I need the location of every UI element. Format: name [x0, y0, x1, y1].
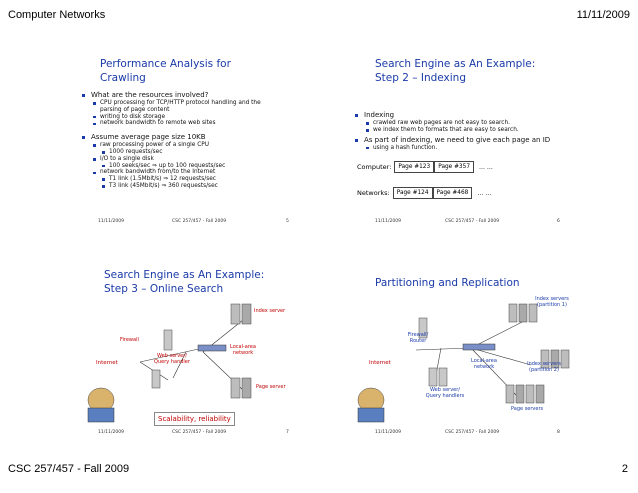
- slide-date: 11/11/2009: [98, 219, 124, 224]
- slide-course: CSC 257/457 - Fall 2009: [445, 219, 500, 224]
- local-area-label: Local-area network: [230, 344, 256, 356]
- sub-bullet: network bandwidth from/to the Internet: [82, 169, 310, 176]
- bullet: Assume average page size 10KB: [82, 133, 310, 142]
- slide-title: Search Engine as An Example: Step 3 – Online Search: [104, 269, 265, 295]
- page-id-cell: Page #123: [394, 161, 434, 173]
- header-date: 11/11/2009: [576, 9, 630, 21]
- index-servers-1-label: Index servers (partition 1): [535, 296, 569, 308]
- bullet: What are the resources involved?: [82, 91, 310, 100]
- ellipsis: … …: [479, 163, 493, 171]
- sub-bullet: using a hash function.: [355, 145, 581, 152]
- page-servers-label: Page servers: [511, 406, 544, 412]
- page-id-cell: Page #357: [434, 161, 474, 173]
- header-left: Computer Networks: [8, 9, 106, 21]
- bullet: Indexing: [355, 111, 581, 120]
- slide-7: [68, 260, 312, 448]
- index-server-label: Index server: [254, 308, 286, 314]
- row-label: Computer:: [357, 163, 392, 171]
- sub-sub-bullet: 100 seeks/sec ⇒ up to 100 requests/sec: [82, 163, 310, 170]
- firewall-router-label: Firewall/ Router: [407, 332, 429, 344]
- slide-number: 7: [286, 430, 289, 435]
- sub-bullet: CPU processing for TCP/HTTP protocol handling and the parsing of page content: [82, 100, 310, 114]
- sub-bullet: we index them to formats that are easy to search.: [355, 127, 581, 134]
- slide-course: CSC 257/457 - Fall 2009: [172, 430, 227, 435]
- slide-course: CSC 257/457 - Fall 2009: [445, 430, 500, 435]
- slide-date: 11/11/2009: [375, 219, 401, 224]
- slide-8: [341, 260, 585, 448]
- sub-bullet: crawled raw web pages are not easy to search.: [355, 120, 581, 127]
- sub-bullet: I/O to a single disk: [82, 156, 310, 163]
- sub-sub-bullet: T1 link (1.5Mbit/s) ⇒ 12 requests/sec: [82, 176, 310, 183]
- slide-title: Search Engine as An Example: Step 2 – Indexing: [375, 58, 536, 84]
- page-server-label: Page server: [256, 384, 286, 390]
- sub-sub-bullet: T3 link (45Mbit/s) ⇒ 360 requests/sec: [82, 183, 310, 190]
- slide-course: CSC 257/457 - Fall 2009: [172, 219, 227, 224]
- ellipsis: … …: [477, 189, 492, 197]
- sub-bullet: writing to disk storage: [82, 114, 310, 121]
- slide-5: [68, 49, 312, 237]
- firewall-label: Firewall: [120, 337, 139, 343]
- page-id-cell: Page #124: [393, 187, 433, 199]
- internet-label: Internet: [369, 360, 391, 366]
- slide-body: [355, 109, 581, 151]
- web-servers-label: Web server/ Query handlers: [425, 387, 465, 399]
- slide-number: 6: [557, 219, 560, 224]
- page-id-cell: Page #468: [433, 187, 473, 199]
- slide-title: Performance Analysis for Crawling: [100, 58, 231, 84]
- slide-number: 5: [286, 219, 289, 224]
- bullet: As part of indexing, we need to give each page an ID: [355, 136, 581, 145]
- web-server-label: Web server/ Query handler: [154, 353, 190, 365]
- slide-body: [82, 89, 310, 190]
- scalability-callout: Scalability, reliability: [154, 412, 235, 426]
- index-servers-2-label: Index servers (partition 2): [527, 361, 561, 373]
- slide-date: 11/11/2009: [375, 430, 401, 435]
- slide-title: Partitioning and Replication: [375, 277, 520, 289]
- networks-row: [357, 187, 491, 199]
- computer-row: [357, 161, 493, 173]
- sub-bullet: network bandwidth to remote web sites: [82, 120, 310, 127]
- slide-number: 8: [557, 430, 560, 435]
- sub-sub-bullet: 1000 requests/sec: [82, 149, 310, 156]
- local-area-label: Local-area network: [471, 358, 497, 370]
- row-label: Networks:: [357, 189, 390, 197]
- sub-bullet: raw processing power of a single CPU: [82, 142, 310, 149]
- slide-date: 11/11/2009: [98, 430, 124, 435]
- footer-page-number: 2: [621, 463, 628, 475]
- footer-left: CSC 257/457 - Fall 2009: [8, 463, 130, 475]
- slide-6: [341, 49, 585, 237]
- internet-label: Internet: [96, 360, 118, 366]
